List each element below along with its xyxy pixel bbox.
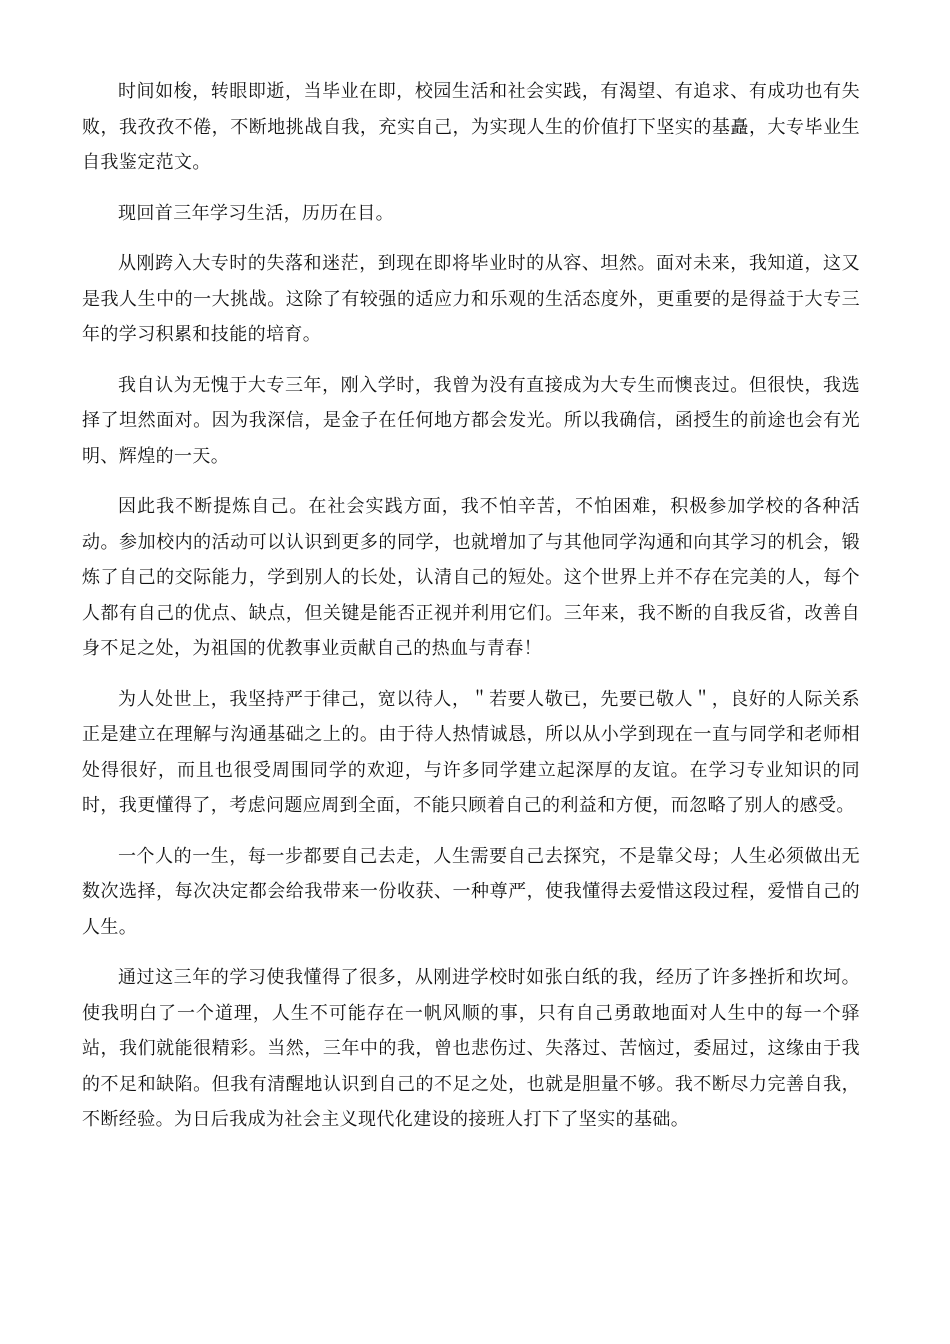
paragraph-8: 通过这三年的学习使我懂得了很多，从刚进学校时如张白纸的我，经历了许多挫折和坎坷。使我明白了一个道理，人生不可能存在一帆风顺的事，只有自己勇敢地面对人生中的每一个驿站，我们就能很精彩。当然，三年中的我，曾也悲伤过、失落过、苦恼过，委屈过，这缘由于我的不足和缺陷。但我有清醒地认识到自己的不足之处，也就是胆量不够。我不断尽力完善自我，不断经验。为日后我成为社会主义现代化建设的接班人打下了坚实的基础。: [82, 967, 860, 1130]
paragraph-7: 一个人的一生，每一步都要自己去走，人生需要自己去探究，不是靠父母；人生必须做出无数次选择，每次决定都会给我带来一份收获、一种尊严，使我懂得去爱惜这段过程，爱惜自己的人生。: [82, 845, 860, 938]
paragraph-1: 时间如梭，转眼即逝，当毕业在即，校园生活和社会实践，有渴望、有追求、有成功也有失败，我孜孜不倦，不断地挑战自我，充实自己，为实现人生的价值打下坚实的基矗，大专毕业生自我鉴定范文。: [82, 81, 860, 173]
paragraph-3: 从刚跨入大专时的失落和迷茫，到现在即将毕业时的从容、坦然。面对未来，我知道，这又是我人生中的一大挑战。这除了有较强的适应力和乐观的生活态度外，更重要的是得益于大专三年的学习积累和技能的培育。: [82, 253, 860, 345]
document-body: [82, 74, 860, 1153]
paragraph-2: 现回首三年学习生活，历历在目。: [118, 202, 394, 224]
paragraph-5: 因此我不断提炼自己。在社会实践方面，我不怕辛苦，不怕困难，积极参加学校的各种活动。参加校内的活动可以认识到更多的同学，也就增加了与其他同学沟通和向其学习的机会，锻炼了自己的交际能力，学到别人的长处，认清自己的短处。这个世界上并不存在完美的人，每个人都有自己的优点、缺点，但关键是能否正视并利用它们。三年来，我不断的自我反省，改善自身不足之处，为祖国的优教事业贡献自己的热血与青春！: [82, 496, 860, 659]
paragraph-6: 为人处世上，我坚持严于律己，宽以待人，＂若要人敬已，先要已敬人＂，良好的人际关系正是建立在理解与沟通基础之上的。由于待人热情诚恳，所以从小学到现在一直与同学和老师相处得很好，而且也很受周围同学的欢迎，与许多同学建立起深厚的友谊。在学习专业知识的同时，我更懂得了，考虑问题应周到全面，不能只顾着自己的利益和方便，而忽略了别人的感受。: [82, 688, 860, 816]
paragraph-4: 我自认为无愧于大专三年，刚入学时，我曾为没有直接成为大专生而懊丧过。但很快，我选择了坦然面对。因为我深信，是金子在任何地方都会发光。所以我确信，函授生的前途也会有光明、辉煌的一天。: [82, 374, 860, 467]
